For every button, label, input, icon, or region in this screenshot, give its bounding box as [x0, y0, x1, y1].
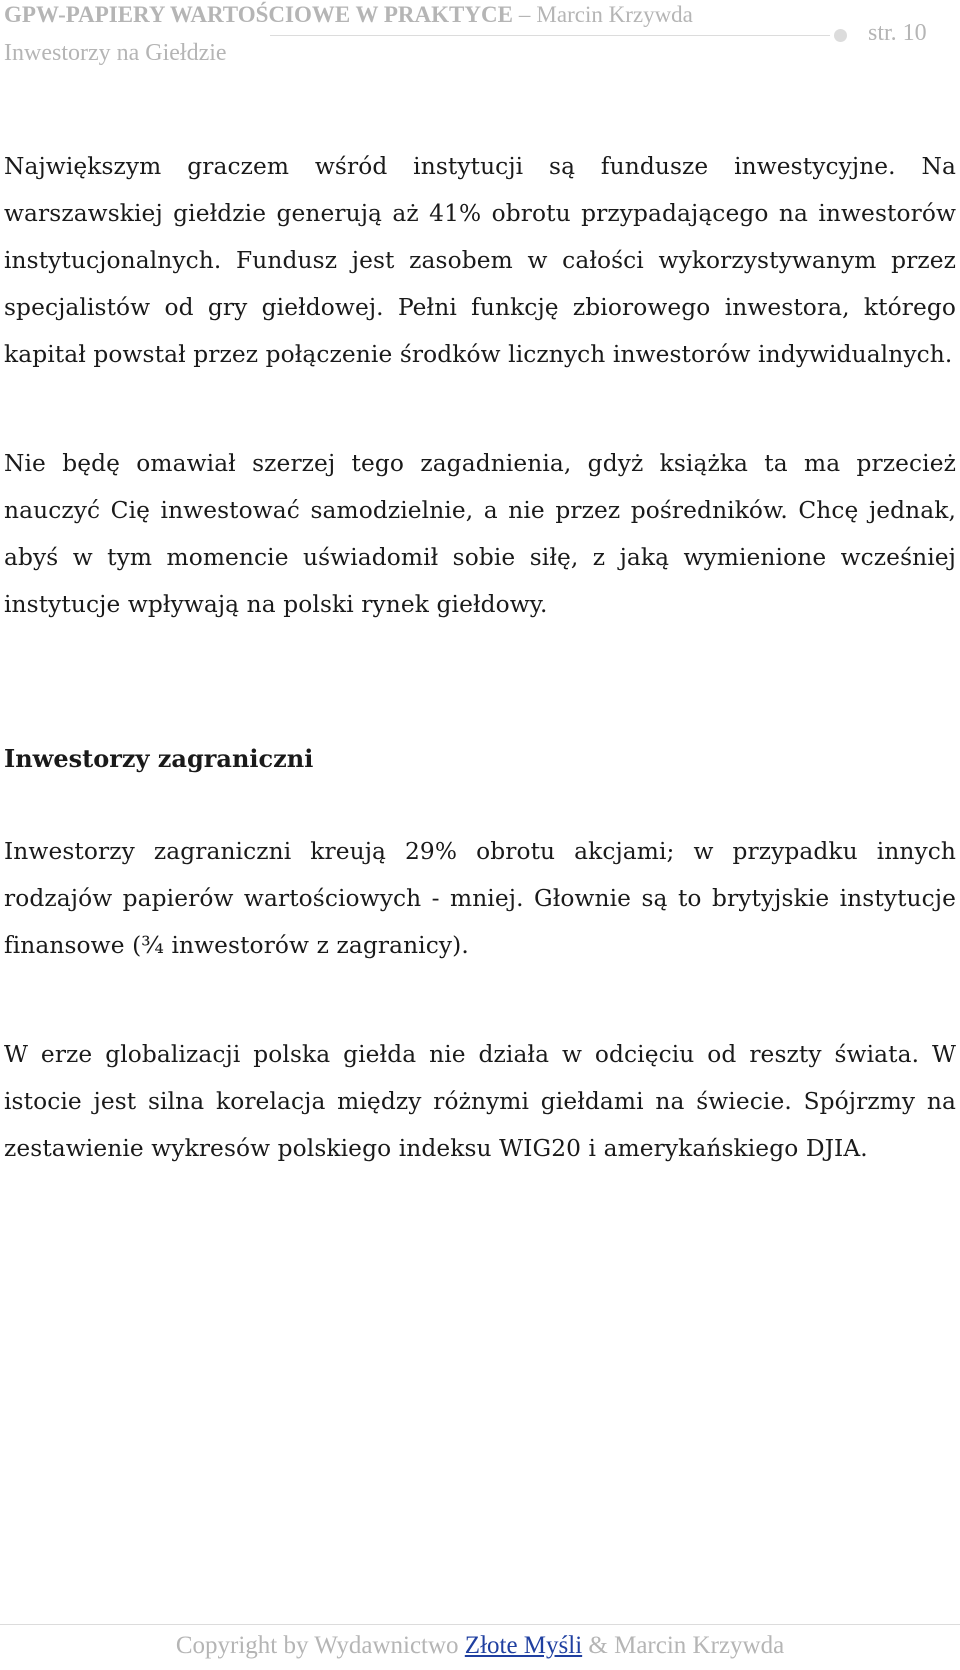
chapter-subtitle: Inwestorzy na Giełdzie — [4, 40, 227, 66]
publisher-link[interactable]: Złote Myśli — [464, 1632, 583, 1659]
paragraph-globalization: W erze globalizacji polska giełda nie działa w odcięciu od reszty świata. W istocie jest silna korelacja między różnymi giełdami na świecie. Spójrzmy na zestawienie wykresów polskiego indeksu WIG20 i amerykańskiego DJIA. — [4, 1041, 956, 1162]
paragraph-foreign-investors: Inwestorzy zagraniczni kreują 29% obrotu akcjami; w przypadku innych rodzajów papierów wartościowych - mniej. Głownie są to brytyjskie instytucje finansowe (¾ inwestorów z zagranicy). — [4, 838, 956, 959]
footer-author: & Marcin Krzywda — [588, 1632, 785, 1659]
page-footer — [0, 1632, 960, 1660]
page-number: str. 10 — [868, 20, 927, 46]
header-divider — [270, 35, 830, 36]
footer-divider — [0, 1624, 960, 1625]
paragraph-intermediaries: Nie będę omawiał szerzej tego zagadnienia, gdyż książka ta ma przecież nauczyć Cię inwestować samodzielnie, a nie przez pośredników. Chcę jednak, abyś w tym momencie uświadomił sobie siłę, z jaką wymienione wcześniej instytucje wpływają na polski rynek giełdowy. — [4, 450, 956, 618]
header-author: Marcin Krzywda — [536, 2, 693, 27]
book-title: GPW-PAPIERY WARTOŚCIOWE W PRAKTYCE — [4, 2, 513, 27]
header-title — [4, 2, 693, 28]
section-heading: Inwestorzy zagraniczni — [4, 744, 314, 773]
bullet-icon — [834, 29, 847, 42]
page-body — [4, 143, 956, 1172]
title-dash: – — [518, 2, 531, 27]
paragraph-funds: Największym graczem wśród instytucji są fundusze inwestycyjne. Na warszawskiej giełdzie generują aż 41% obrotu przypadającego na inwestorów instytucjonalnych. Fundusz jest zasobem w całości wykorzystywanym przez specjalistów od gry giełdowej. Pełni funkcję zbiorowego inwestora, którego kapitał powstał przez połączenie środków licznych inwestorów indywidualnych. — [4, 153, 956, 368]
page-header — [0, 0, 960, 80]
footer-copyright: Copyright by Wydawnictwo — [175, 1632, 459, 1659]
